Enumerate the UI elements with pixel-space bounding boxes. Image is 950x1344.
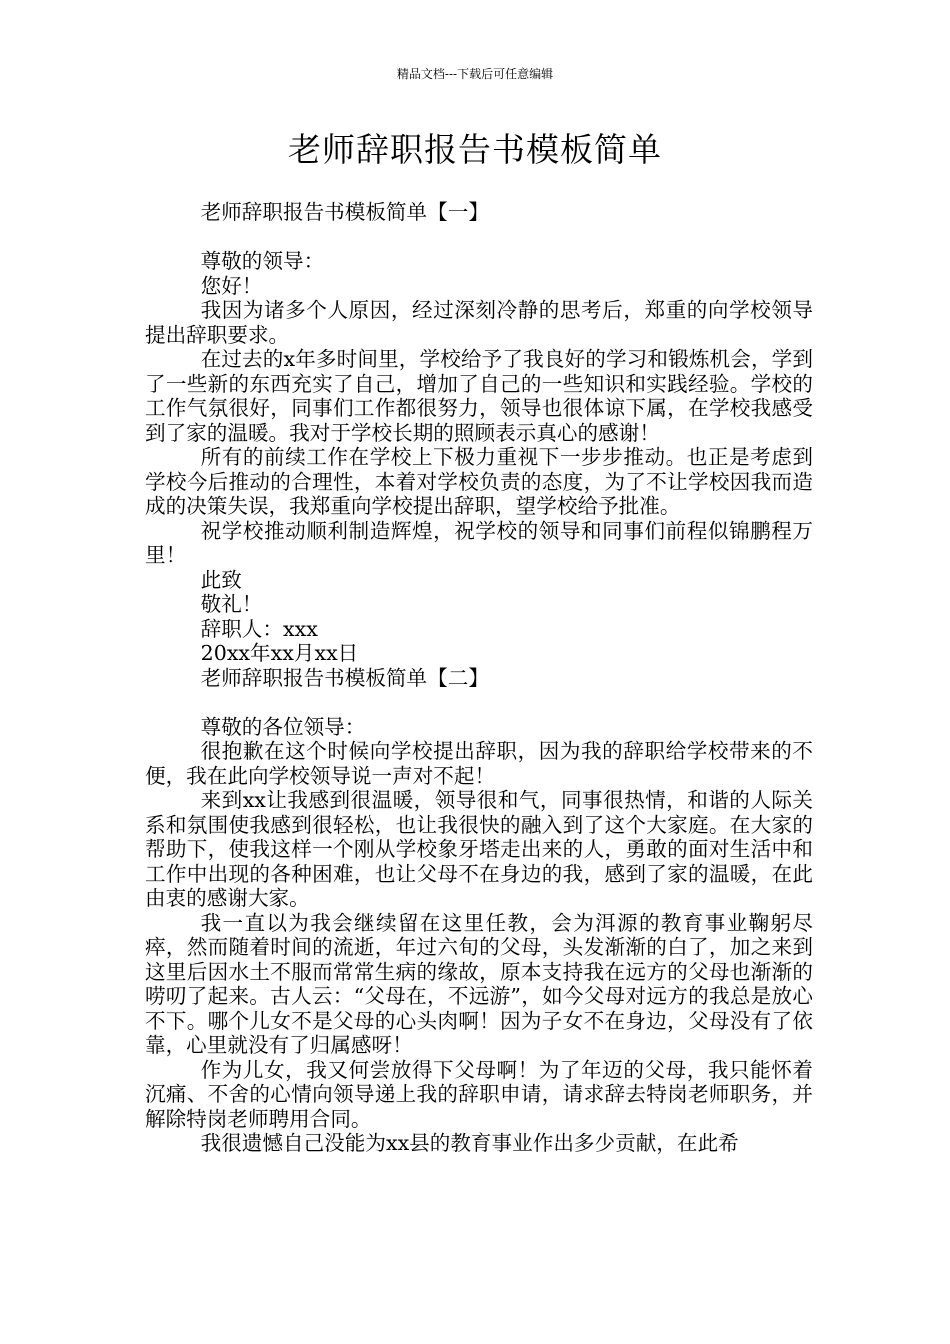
document-body bbox=[145, 200, 813, 1156]
body-paragraph: 在过去的x年多时间里，学校给予了我良好的学习和锻炼机会，学到了一些新的东西充实了自己，增加了自己的一些知识和实践经验。学校的工作气氛很好，同事们工作都很努力，领导也很体谅下属，在学校我感受到了家的温暖。我对于学校长期的照顾表示真心的感谢！ bbox=[145, 347, 813, 445]
greeting: 您好！ bbox=[200, 273, 263, 298]
date-line: 20xx年xx月xx日 bbox=[200, 641, 359, 665]
closing-line: 此致 bbox=[200, 567, 242, 592]
body-paragraph: 所有的前续工作在学校上下极力重视下一步步推动。也正是考虑到学校今后推动的合理性，本着对学校负责的态度，为了不让学校因我而造成的决策失误，我郑重向学校提出辞职，望学校给予批准。 bbox=[145, 445, 813, 518]
section-heading-2: 老师辞职报告书模板简单【二】 bbox=[200, 665, 489, 690]
signature-line: 辞职人：xxx bbox=[200, 616, 318, 641]
page-header: 精品文档---下载后可任意编辑 bbox=[396, 67, 554, 81]
blank-line bbox=[145, 690, 813, 715]
salutation: 尊敬的各位领导： bbox=[200, 714, 366, 739]
body-paragraph: 我一直以为我会继续留在这里任教，会为洱源的教育事业鞠躬尽瘁，然而随着时间的流逝，年过六旬的父母，头发渐渐的白了，加之来到这里后因水土不服而常常生病的缘故，原本支持我在远方的父母也渐渐的唠叨了起来。古人云：“父母在，不远游”，如今父母对远方的我总是放心不下。哪个儿女不是父母的心头肉啊！因为子女不在身边，父母没有了依靠，心里就没有了归属感呀！ bbox=[145, 910, 813, 1057]
body-paragraph: 我很遗憾自己没能为xx县的教育事业作出多少贡献，在此希 bbox=[200, 1131, 739, 1155]
blank-line bbox=[145, 225, 813, 250]
body-paragraph: 我因为诸多个人原因，经过深刻冷静的思考后，郑重的向学校领导提出辞职要求。 bbox=[145, 298, 813, 347]
salutation: 尊敬的领导： bbox=[200, 249, 325, 273]
document-title: 老师辞职报告书模板简单 bbox=[288, 130, 662, 169]
closing-line: 敬礼！ bbox=[200, 592, 263, 616]
body-paragraph: 很抱歉在这个时候向学校提出辞职，因为我的辞职给学校带来的不便，我在此向学校领导说一声对不起！ bbox=[145, 739, 813, 788]
body-paragraph: 祝学校推动顺利制造辉煌，祝学校的领导和同事们前程似锦鹏程万里！ bbox=[145, 518, 813, 567]
body-paragraph: 来到xx让我感到很温暖，领导很和气，同事很热情，和谐的人际关系和氛围使我感到很轻松，也让我很快的融入到了这个大家庭。在大家的帮助下，使我这样一个刚从学校象牙塔走出来的人，勇敢的面对生活中和工作中出现的各种困难，也让父母不在身边的我，感到了家的温暖，在此由衷的感谢大家。 bbox=[145, 788, 813, 910]
section-heading-1: 老师辞职报告书模板简单【一】 bbox=[200, 200, 489, 224]
body-paragraph: 作为儿女，我又何尝放得下父母啊！为了年迈的父母，我只能怀着沉痛、不舍的心情向领导递上我的辞职申请，请求辞去特岗老师职务，并解除特岗老师聘用合同。 bbox=[145, 1057, 813, 1131]
